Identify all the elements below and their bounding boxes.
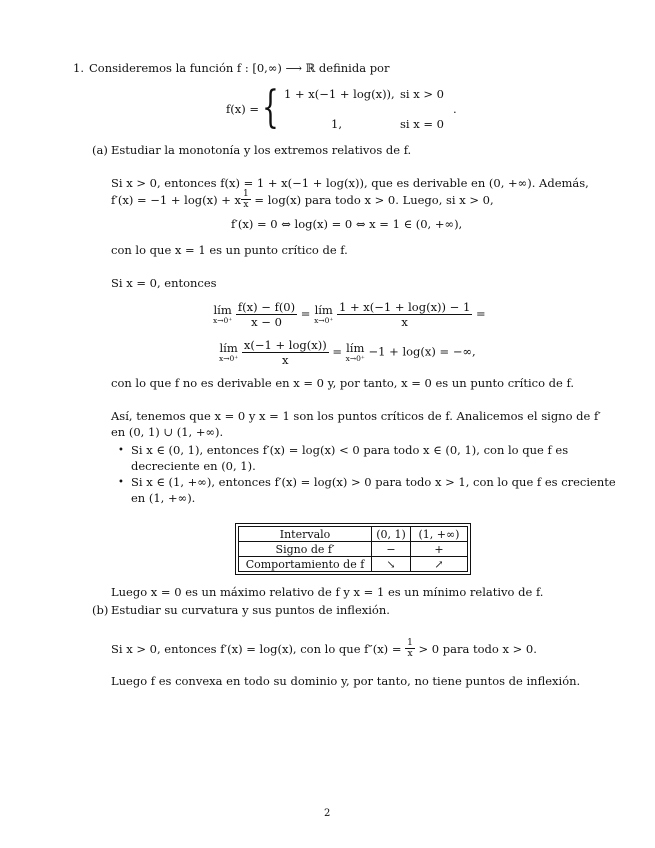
equals-sign: = [332,344,342,359]
lim-sub: x→0⁺ [213,316,233,325]
lim-sub: x→0⁺ [219,354,239,363]
part-b-title: Estudiar su curvatura y sus puntos de inflexión. [111,603,390,617]
limit-line-1 [213,300,486,329]
bullet2-line2: en (1, +∞). [131,491,196,505]
decreasing-arrow-icon: ↘ [372,557,411,572]
part-a-p2-after: con lo que f no es derivable en x = 0 y, por tanto, x = 0 es un punto crítico de f. [111,376,574,390]
fraction-den: x − 0 [251,315,282,329]
fraction-den: x [282,353,289,367]
fraction-den: x [407,649,413,659]
one-over-x-fraction [405,638,415,659]
lim-operator [345,340,365,363]
bullet-marker: • [118,445,124,456]
lim-word: lím [213,302,232,317]
fraction-num: x(−1 + log(x)) [243,338,327,352]
part-b-p1 [111,638,537,659]
bullet1-line1: Si x ∈ (0, 1), entonces f′(x) = log(x) < 0 para todo x ∈ (0, 1), con lo que f es [131,443,569,457]
part-a-p3-line2: en (0, 1) ∪ (1, +∞). [111,425,224,439]
problem-number: 1. [73,61,84,75]
part-a-title: Estudiar la monotonía y los extremos relativos de f. [111,143,412,157]
table-row [239,542,468,557]
table-cell: + [411,542,468,557]
limit-line-2 [219,338,476,367]
case1-expr: 1 + x(−1 + log(x)), [284,87,395,101]
part-b-p1-b: > 0 para todo x > 0. [418,642,537,656]
lim-sub: x→0⁺ [345,354,365,363]
page-number: 2 [324,808,331,819]
p1-line2-b: = log(x) para todo x > 0. Luego, si x > 0, [254,193,494,207]
p1-line2-a: f′(x) = −1 + log(x) + x [111,193,242,207]
lim-word: lím [314,302,333,317]
part-b-p1-a: Si x > 0, entonces f′(x) = log(x), con lo que f″(x) = [111,642,402,656]
table-row [239,557,468,572]
case2-expr: 1, [331,117,342,131]
increasing-arrow-icon: ↗ [411,557,468,572]
bullet2-line1: Si x ∈ (1, +∞), entonces f′(x) = log(x) > 0 para todo x > 1, con lo que f es creciente [131,475,616,489]
part-a-p2-intro: Si x = 0, entonces [111,276,217,290]
sign-table-wrapper [238,526,468,572]
lim-operator [213,302,233,325]
lim-word: lím [219,340,238,355]
sign-table [238,526,468,572]
table-cell: (1, +∞) [411,527,468,542]
fraction-num: 1 + x(−1 + log(x)) − 1 [338,300,471,314]
bullet1-line2: decreciente en (0, 1). [131,459,256,473]
lim-operator [219,340,239,363]
fraction-num: 1 [407,638,413,648]
part-a-conclusion: Luego x = 0 es un máximo relativo de f y x = 1 es un mínimo relativo de f. [111,585,544,599]
part-b-p2: Luego f es convexa en todo su dominio y, por tanto, no tiene puntos de inflexión. [111,674,581,688]
limit-result: −1 + log(x) = −∞, [368,344,476,359]
fraction-num: f(x) − f(0) [237,300,296,314]
fraction-num: 1 [243,189,249,199]
table-row [239,527,468,542]
simplified-quotient [242,338,329,367]
substituted-quotient [337,300,472,329]
critical-point-display: f′(x) = 0 ⇔ log(x) = 0 ⇔ x = 1 ∈ (0, +∞), [231,217,463,231]
lim-sub: x→0⁺ [314,316,334,325]
one-over-x-fraction [241,189,251,210]
fdef-lhs: f(x) = [226,102,260,116]
left-brace: { [262,82,279,133]
table-cell: (0, 1) [372,527,411,542]
lim-word: lím [346,340,365,355]
case1-cond: si x > 0 [400,87,444,101]
equals-sign: = [300,306,311,321]
bullet-marker: • [118,477,124,488]
table-row-header: Comportamiento de f [239,557,372,572]
lim-operator [314,302,334,325]
fraction-den: x [243,200,249,210]
table-cell: − [372,542,411,557]
fdef-end: . [453,102,457,116]
table-row-header: Intervalo [239,527,372,542]
equals-sign: = [475,306,486,321]
fraction-den: x [401,315,408,329]
part-b-label: (b) [92,603,109,617]
difference-quotient [236,300,297,329]
problem-intro: Consideremos la función f : [0,∞) ⟶ ℝ definida por [89,61,390,75]
table-row-header: Signo de f′ [239,542,372,557]
part-a-p3-line1: Así, tenemos que x = 0 y x = 1 son los puntos críticos de f. Analicemos el signo de f′ [111,409,601,423]
part-a-p1-line1: Si x > 0, entonces f(x) = 1 + x(−1 + log(x)), que es derivable en (0, +∞). Además, [111,176,589,190]
part-a-p1-after: con lo que x = 1 es un punto crítico de f. [111,243,348,257]
case2-cond: si x = 0 [400,117,444,131]
part-a-label: (a) [92,143,108,157]
part-a-p1-line2 [111,189,494,210]
